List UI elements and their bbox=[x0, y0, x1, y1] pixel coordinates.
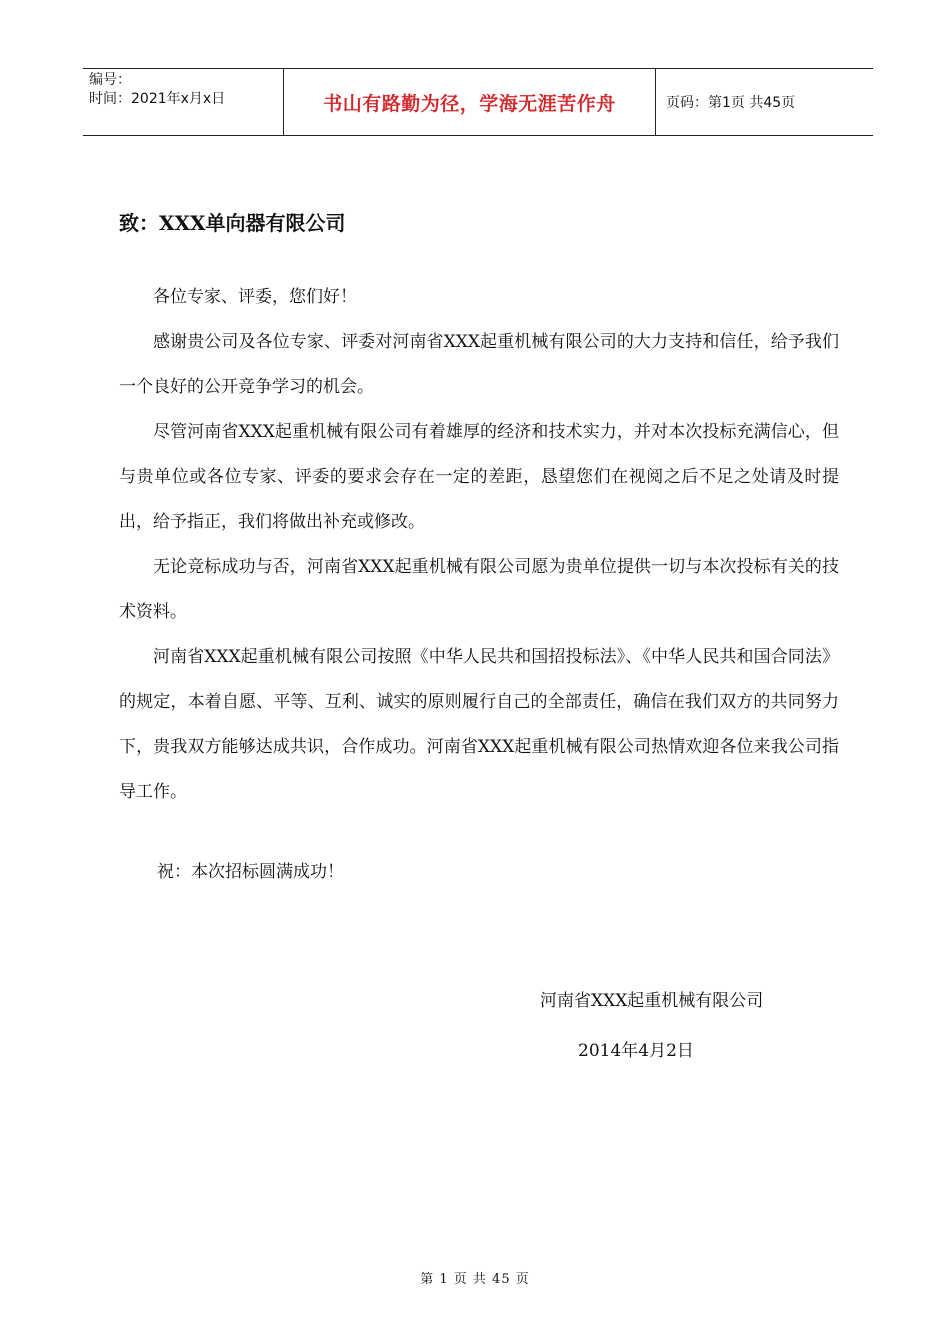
page-footer: 第 1 页 共 45 页 bbox=[420, 1272, 530, 1287]
letter-paragraph: 尽管河南省XXX起重机械有限公司有着雄厚的经济和技术实力，并对本次投标充满信心，但与贵单位或各位专家、评委的要求会存在一定的差距，恳望您们在视阅之后不足之处请及时提出，给予指正，我们将做出补充或修改。 bbox=[119, 422, 839, 532]
letter-paragraph: 无论竞标成功与否，河南省XXX起重机械有限公司愿为贵单位提供一切与本次投标有关的技术资料。 bbox=[119, 557, 839, 622]
letter-paragraph: 各位专家、评委，您们好！ bbox=[153, 287, 357, 307]
document-number-label: 编号： bbox=[89, 72, 131, 88]
signature-date: 2014年4月2日 bbox=[578, 1041, 694, 1061]
document-time-label: 时间：2021年x月x日 bbox=[89, 91, 226, 107]
header-meta bbox=[83, 69, 284, 135]
header-page-info: 页码：第1页 共45页 bbox=[666, 95, 796, 111]
header-motto: 书山有路勤为径，学海无涯苦作舟 bbox=[284, 69, 656, 135]
letter-salutation: 致：XXX单向器有限公司 bbox=[119, 211, 346, 235]
signature-company: 河南省XXX起重机械有限公司 bbox=[540, 991, 764, 1011]
letter-paragraph: 河南省XXX起重机械有限公司按照《中华人民共和国招投标法》、《中华人民共和国合同法》的规定，本着自愿、平等、互利、诚实的原则履行自己的全部责任，确信在我们双方的共同努力下，贵我双方能够达成共识，合作成功。河南省XXX起重机械有限公司热情欢迎各位来我公司指导工作。 bbox=[119, 647, 839, 802]
letter-paragraph: 感谢贵公司及各位专家、评委对河南省XXX起重机械有限公司的大力支持和信任，给予我们一个良好的公开竞争学习的机会。 bbox=[119, 332, 839, 397]
page-header bbox=[83, 68, 873, 136]
letter-body bbox=[119, 275, 839, 815]
letter-wish: 祝：本次招标圆满成功！ bbox=[157, 862, 344, 882]
